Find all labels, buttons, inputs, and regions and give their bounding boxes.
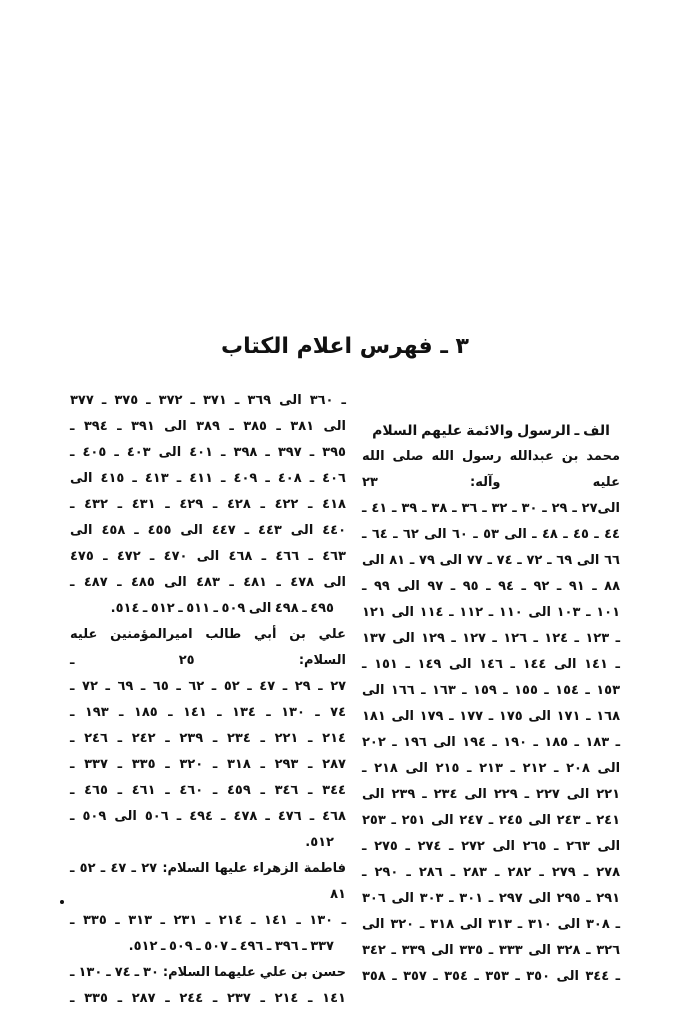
index-line: ٤٤ ـ ٤٥ ـ ٤٨ ـ الى ٥٣ ـ ٦٠ الى ٦٢ ـ ٦٤ ـ — [362, 527, 620, 542]
index-line: ٨٨ ـ ٩١ ـ ٩٢ ـ ٩٤ ـ ٩٥ ـ ٩٧ الى ٩٩ ـ — [362, 579, 621, 594]
index-line: ٧٤ ـ ١٣٠ ـ ١٣٤ ـ ١٤١ ـ ١٨٥ ـ ١٩٣ ـ — [70, 705, 347, 720]
index-line: ٣٣٧ ـ ٣٩٦ ـ ٤٩٦ ـ ٥٠٧ ـ ٥٠٩ ـ ٥١٢. — [128, 939, 334, 954]
index-line: الى٢٧ ـ ٢٩ ـ ٣٠ ـ ٣٢ ـ ٣٦ ـ ٣٨ ـ ٣٩ ـ ٤١ ـ — [362, 501, 621, 516]
index-line: ١٥٣ ـ ١٥٤ ـ ١٥٥ ـ ١٥٩ ـ ١٦٣ ـ ١٦٦ الى — [362, 683, 621, 698]
index-line: ـ ٣٠٨ الى ٣١٠ ـ ٣١٣ الى ٣١٨ ـ ٣٢٠ الى — [362, 917, 621, 932]
index-line: ١٠١ ـ ١٠٣ الى ١١٠ ـ ١١٢ ـ ١١٤ الى ١٢١ — [362, 605, 621, 620]
index-entry-heading: علي بن أبي طالب اميرالمؤمنين عليه السلام: ٢٥ ـ — [70, 627, 346, 668]
index-line: ٤٦٣ ـ ٤٦٦ ـ ٤٦٨ الى ٤٧٠ ـ ٤٧٢ ـ ٤٧٥ — [70, 549, 346, 564]
index-line: ٥١٢. — [305, 835, 334, 850]
index-column-right — [362, 418, 620, 990]
index-entry-heading: محمد بن عبدالله رسول الله صلى الله عليه وآله: ٢٣ — [362, 449, 620, 490]
index-line: ٣٢٦ ـ ٣٢٨ الى ٣٣٣ ـ ٣٣٥ الى ٣٣٩ ـ ٣٤٢ — [362, 943, 621, 958]
index-line: ٢١٤ ـ ٢٢١ ـ ٢٣٤ ـ ٢٣٩ ـ ٢٤٢ ـ ٢٤٦ ـ — [70, 731, 346, 746]
index-line: الى ٤٧٨ ـ ٤٨١ ـ ٤٨٣ الى ٤٨٥ ـ ٤٨٧ ـ — [70, 575, 346, 590]
index-line: ٢٨٧ ـ ٢٩٣ ـ ٣١٨ ـ ٣٢٠ ـ ٣٣٥ ـ ٣٣٧ ـ — [70, 757, 346, 772]
page-title: ٣ ـ فهرس اعلام الكتاب — [221, 334, 469, 359]
index-line: ١٤١ ـ ٢١٤ ـ ٢٣٧ ـ ٢٤٤ ـ ٢٨٧ ـ ٣٣٥ ـ — [70, 991, 346, 1006]
index-line: الى ٢٦٣ ـ ٢٦٥ الى ٢٧٢ ـ ٢٧٤ ـ ٢٧٥ ـ — [362, 839, 621, 854]
index-line: ٤١٨ ـ ٤٢٢ ـ ٤٢٨ ـ ٤٢٩ ـ ٤٣١ ـ ٤٣٢ ـ — [70, 497, 346, 512]
index-line: ـ ١٤١ الى ١٤٤ ـ ١٤٦ الى ١٤٩ ـ ١٥١ ـ — [362, 657, 620, 672]
index-line: ٣٩٥ ـ ٣٩٧ ـ ٣٩٨ ـ ٤٠١ الى ٤٠٣ ـ ٤٠٥ ـ — [70, 445, 346, 460]
index-entry-heading: فاطمة الزهراء عليها السلام: ٢٧ ـ ٤٧ ـ ٥٢ ـ ٨١ — [70, 861, 346, 902]
index-line: ـ ٣٤٤ الى ٣٥٠ ـ ٣٥٣ ـ ٣٥٤ ـ ٣٥٧ ـ ٣٥٨ — [362, 969, 621, 984]
section-heading: الف ـ الرسول والائمة عليهم السلام — [372, 423, 610, 439]
index-line: ٤٦٨ ـ ٤٧٦ ـ ٤٧٨ ـ ٤٩٤ ـ ٥٠٦ الى ٥٠٩ ـ — [70, 809, 346, 824]
index-line: ٢٢١ الى ٢٢٧ ـ ٢٢٩ الى ٢٣٤ ـ ٢٣٩ الى — [362, 787, 621, 802]
index-line: ٢٩١ ـ ٢٩٥ الى ٢٩٧ ـ ٣٠١ ـ ٣٠٣ الى ٣٠٦ — [362, 891, 621, 906]
index-column-left — [70, 388, 346, 1012]
index-line: ـ ١٨٣ ـ ١٨٥ ـ ١٩٠ ـ ١٩٤ الى ١٩٦ ـ ٢٠٢ — [362, 735, 621, 750]
index-line: الى ٣٨١ ـ ٣٨٥ ـ ٣٨٩ الى ٣٩١ ـ ٣٩٤ ـ — [70, 419, 346, 434]
index-line: ٢٤١ ـ ٢٤٣ الى ٢٤٥ ـ ٢٤٧ الى ٢٥١ ـ ٢٥٣ — [362, 813, 621, 828]
index-line: ـ ١٣٠ ـ ١٤١ ـ ٢١٤ ـ ٢٣١ ـ ٣١٣ ـ ٣٣٥ ـ — [70, 913, 347, 928]
index-line: ٤٩٥ ـ ٤٩٨ الى ٥٠٩ ـ ٥١١ ـ ٥١٢ ـ ٥١٤. — [110, 601, 334, 616]
index-line: الى ٢٠٨ ـ ٢١٢ ـ ٢١٣ ـ ٢١٥ الى ٢١٨ ـ — [362, 761, 621, 776]
index-entry-heading: حسن بن علي عليهما السلام: ٣٠ ـ ٧٤ ـ ١٣٠ ـ — [70, 965, 346, 980]
index-line: ٣٤٤ ـ ٣٤٦ ـ ٤٥٩ ـ ٤٦٠ ـ ٤٦١ ـ ٤٦٥ ـ — [70, 783, 346, 798]
index-line: ٦٦ الى ٦٩ ـ ٧٢ ـ ٧٤ ـ ٧٧ الى ٧٩ ـ ٨١ الى — [362, 553, 620, 568]
index-line: ٤٤٠ الى ٤٤٣ ـ ٤٤٧ الى ٤٥٥ ـ ٤٥٨ الى — [70, 523, 347, 538]
index-line: ـ ١٢٣ ـ ١٢٤ ـ ١٢٦ ـ ١٢٧ ـ ١٢٩ الى ١٣٧ — [362, 631, 621, 646]
index-line: ـ ٣٦٠ الى ٣٦٩ ـ ٣٧١ ـ ٣٧٢ ـ ٣٧٥ ـ ٣٧٧ — [70, 393, 346, 408]
index-line: ٢٧ ـ ٢٩ ـ ٤٧ ـ ٥٢ ـ ٦٢ ـ ٦٥ ـ ٦٩ ـ ٧٢ ـ — [70, 679, 347, 694]
scan-speck — [60, 900, 64, 904]
index-line: ١٦٨ ـ ١٧١ الى ١٧٥ ـ ١٧٧ ـ ١٧٩ الى ١٨١ — [362, 709, 621, 724]
index-line: ٤٠٦ ـ ٤٠٨ ـ ٤٠٩ ـ ٤١١ ـ ٤١٣ ـ ٤١٥ الى — [70, 471, 346, 486]
index-line: ٢٧٨ ـ ٢٧٩ ـ ٢٨٢ ـ ٢٨٣ ـ ٢٨٦ ـ ٢٩٠ ـ — [362, 865, 621, 880]
